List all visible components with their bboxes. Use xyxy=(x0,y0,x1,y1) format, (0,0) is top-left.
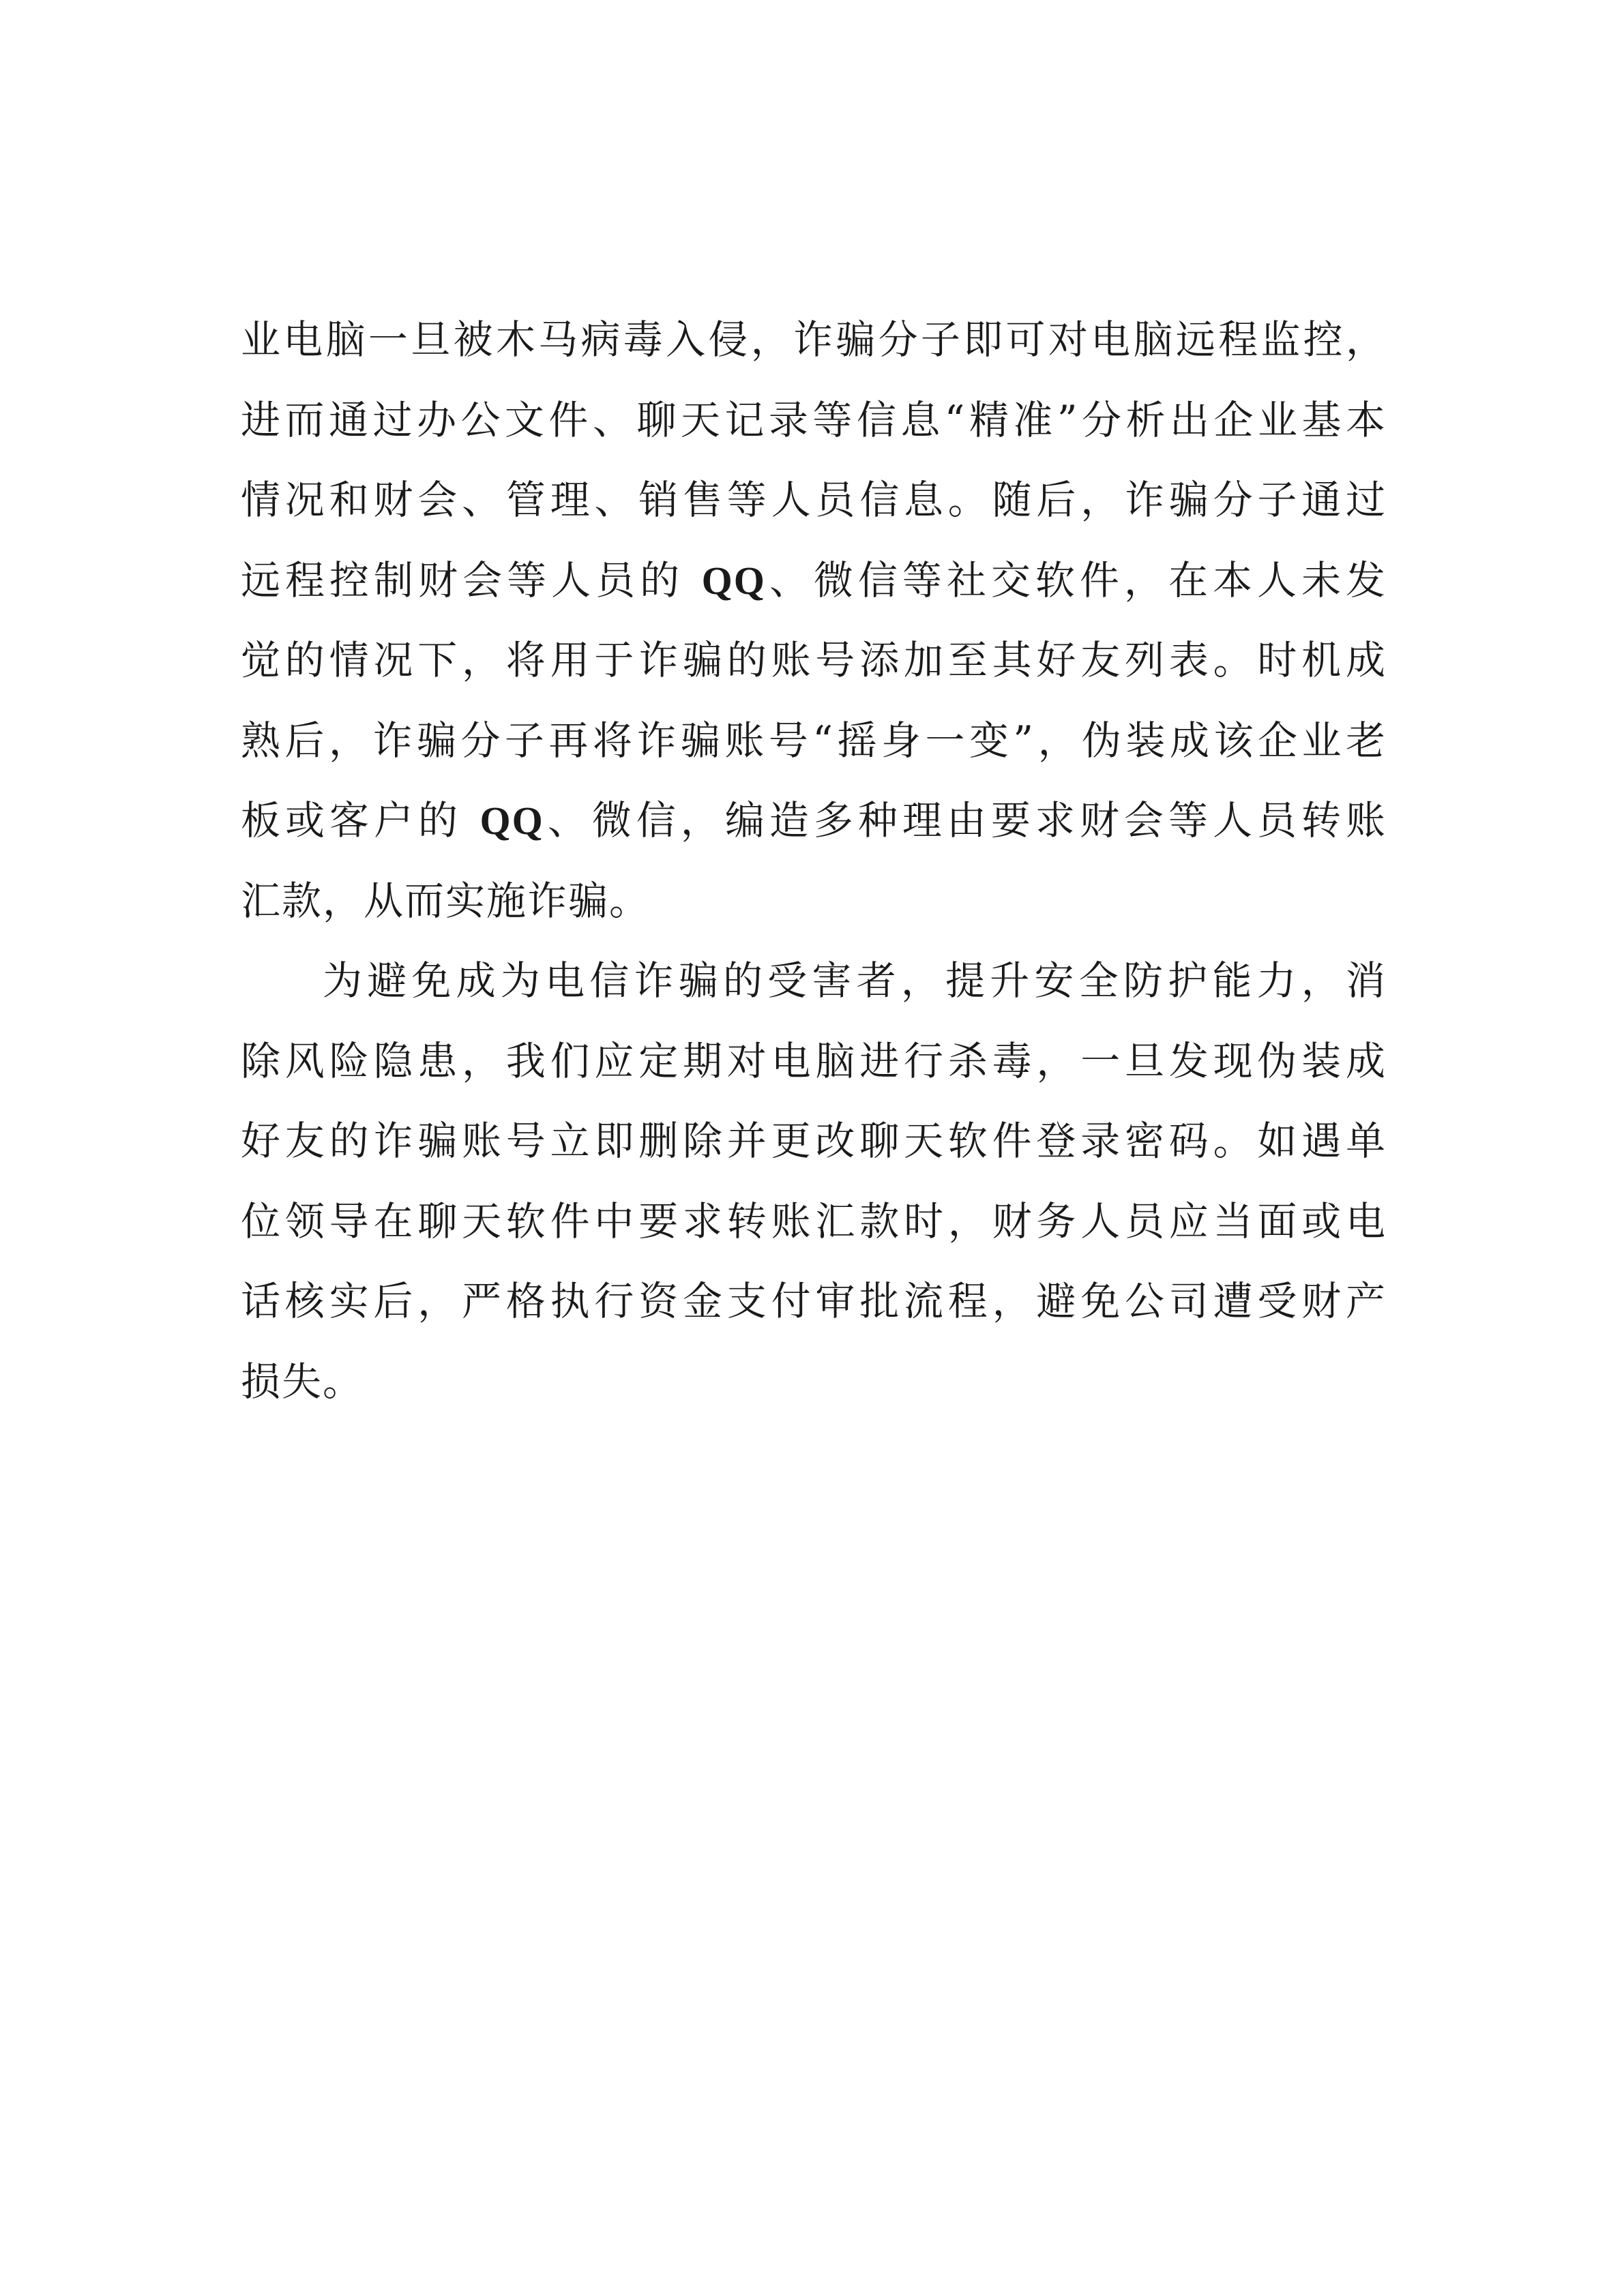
text-line: 情况和财会、管理、销售等人员信息。随后，诈骗分子通过 xyxy=(241,477,1387,523)
latin-run: QQ xyxy=(701,558,766,603)
text-line: 远程控制财会等人员的 QQ、微信等社交软件，在本人未发 xyxy=(241,556,1387,603)
text-line: 损失。 xyxy=(241,1358,364,1405)
text-line: 汇款，从而实施诈骗。 xyxy=(241,877,651,924)
text-line: 话核实后，严格执行资金支付审批流程，避免公司遭受财产 xyxy=(241,1278,1387,1324)
text-line: 觉的情况下，将用于诈骗的账号添加至其好友列表。时机成 xyxy=(241,637,1387,683)
text-line: 好友的诈骗账号立即删除并更改聊天软件登录密码。如遇单 xyxy=(241,1118,1387,1164)
text-line: 板或客户的 QQ、微信，编造多种理由要求财会等人员转账 xyxy=(241,797,1387,844)
text-line: 业电脑一旦被木马病毒入侵，诈骗分子即可对电脑远程监控， xyxy=(241,316,1387,363)
latin-run: QQ xyxy=(479,799,544,843)
body-text xyxy=(241,300,1387,1422)
text-line: 进而通过办公文件、聊天记录等信息“精准”分析出企业基本 xyxy=(241,396,1387,443)
paragraph-2 xyxy=(241,941,1387,1422)
text-line: 除风险隐患，我们应定期对电脑进行杀毒，一旦发现伪装成 xyxy=(241,1037,1387,1084)
text-line: 位领导在聊天软件中要求转账汇款时，财务人员应当面或电 xyxy=(241,1197,1387,1244)
text-line: 熟后，诈骗分子再将诈骗账号“摇身一变”，伪装成该企业老 xyxy=(241,717,1387,764)
text-line: 为避免成为电信诈骗的受害者，提升安全防护能力，消 xyxy=(323,957,1387,1004)
paragraph-1 xyxy=(241,300,1387,941)
